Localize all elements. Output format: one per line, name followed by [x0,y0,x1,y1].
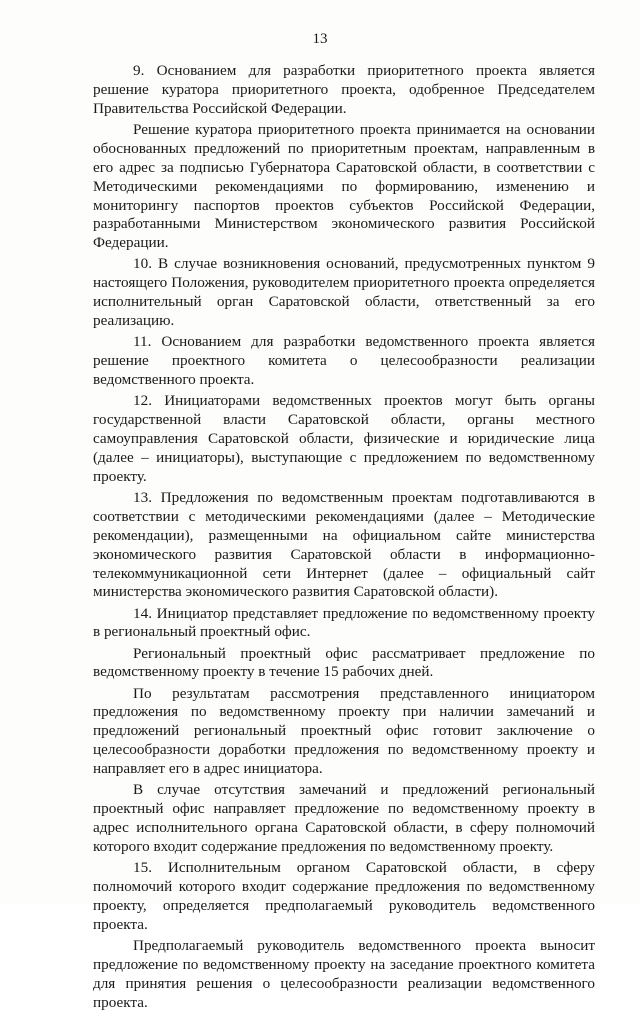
page-number: 13 [312,31,328,47]
paragraph-13: 13. Предложения по ведомственным проектам подготавливаются в соответствии с методическими рекомендациями (далее – Методические рекомендации), размещенными на официальном сайте министерства экономического развития Саратовской области в информационно-телекоммуникационной сети Интернет (далее – официальный сайт министерства экономического развития Саратовской области). [93,488,595,601]
paragraph-15-committee: Предполагаемый руководитель ведомственного проекта выносит предложение по ведомственному проекту на заседание проектного комитета для принятия решения о целесообразности реализации ведомственного проекта. [93,936,595,1011]
document-body [93,62,595,1015]
paragraph-14-review: Региональный проектный офис рассматривает предложение по ведомственному проекту в течение 15 рабочих дней. [93,644,595,681]
paragraph-15: 15. Исполнительным органом Саратовской области, в сферу полномочий которого входит содержание предложения по ведомственному проекту, определяется предполагаемый руководитель ведомственного проекта. [93,859,595,933]
paragraph-9-decision: Решение куратора приоритетного проекта принимается на основании обоснованных предложений по приоритетным проектам, направленным в его адрес за подписью Губернатора Саратовской области, в соответствии с Методическими рекомендациями по формированию, изменению и мониторингу паспортов проектов субъектов Российской Федерации, разработанными Министерством экономического развития Российской Федерации. [93,120,595,252]
paragraph-9: 9. Основанием для разработки приоритетного проекта является решение куратора приоритетного проекта, одобренное Председателем Правительства Российской Федерации. [93,62,595,117]
paragraph-14: 14. Инициатор представляет предложение по ведомственному проекту в региональный проектный офис. [93,604,595,641]
paragraph-12: 12. Инициаторами ведомственных проектов могут быть органы государственной власти Саратовской области, органы местного самоуправления Саратовской области, физические и юридические лица (далее – инициаторы), выступающие с предложением по ведомственному проекту. [93,392,595,485]
paragraph-14-no-remarks: В случае отсутствия замечаний и предложений региональный проектный офис направляет предложение по ведомственному проекту в адрес исполнительного органа Саратовской области, в сферу полномочий которого входит содержание предложения по ведомственному проекту. [93,781,595,855]
paragraph-10: 10. В случае возникновения оснований, предусмотренных пунктом 9 настоящего Положения, руководителем приоритетного проекта определяется исполнительный орган Саратовской области, ответственный за его реализацию. [93,255,595,330]
paragraph-11: 11. Основанием для разработки ведомственного проекта является решение проектного комитета о целесообразности реализации ведомственного проекта. [93,333,595,389]
paragraph-14-remarks: По результатам рассмотрения представленного инициатором предложения по ведомственному проекту при наличии замечаний и предложений региональный проектный офис готовит заключение о целесообразности доработки предложения по ведомственному проекту и направляет его в адрес инициатора. [93,684,595,778]
